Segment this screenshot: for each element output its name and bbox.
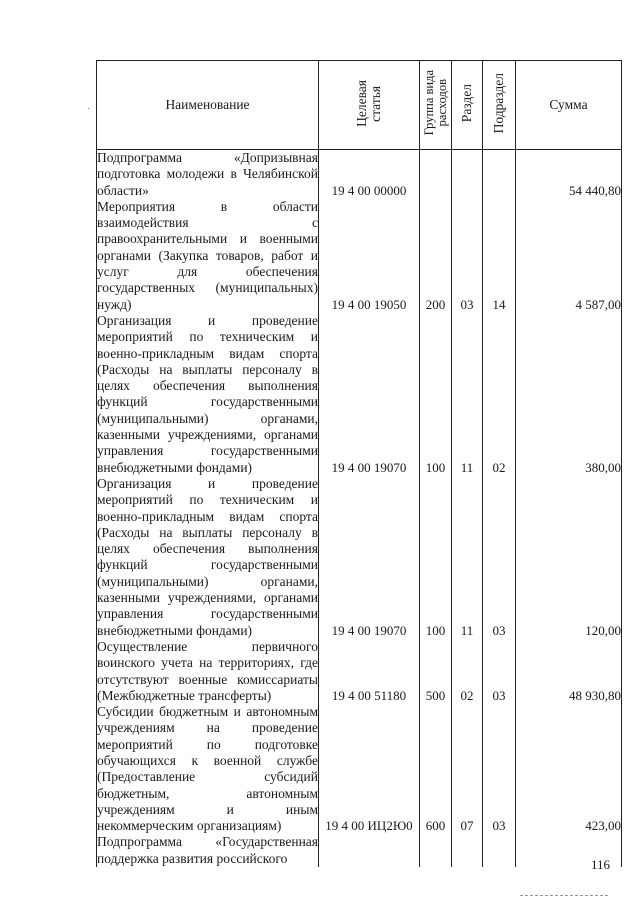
row-name: Организация и проведение мероприятий по техническим и военно-прикладным видам спорта (Расходы на выплаты персоналу в целях обеспечения выполнения функций государственными (муниципальными) органами, казенными учреждениями, органами управления государственными внебюджетными фондами): [97, 475, 318, 638]
row-amount: 54 440,80: [516, 150, 622, 199]
scan-mark: [88, 108, 89, 109]
header-target-article: Целевая статья: [319, 61, 420, 150]
row-target-article: 19 4 00 19070: [319, 476, 420, 639]
row-name: Осуществление первичного воинского учета на территориях, где отсутствуют военные комиссариаты (Межбюджетные трансферты): [97, 638, 318, 703]
row-expense-group: 500: [420, 639, 452, 704]
row-amount: 4 587,00: [516, 199, 622, 313]
row-name: Подпрограмма «Государственная поддержка развития российского: [97, 834, 318, 866]
table-row: [97, 834, 622, 867]
row-amount: 48 930,80: [516, 639, 622, 704]
row-target-article: 19 4 00 19070: [319, 313, 420, 476]
header-expense-group: Группа вида расходов: [420, 61, 452, 150]
row-target-article: 19 4 00 00000: [319, 150, 420, 199]
row-target-article: 19 4 00 ИЦ2Ю0: [319, 704, 420, 834]
header-subsection: Подраздел: [483, 61, 516, 150]
table-row: [97, 150, 622, 199]
row-section: [452, 150, 483, 199]
row-section: 03: [452, 199, 483, 313]
row-target-article: [319, 834, 420, 867]
row-name: Подпрограмма «Допризывная подготовка молодежи в Челябинской области»: [97, 150, 318, 198]
row-target-article: 19 4 00 19050: [319, 199, 420, 313]
row-section: 11: [452, 476, 483, 639]
row-section: 02: [452, 639, 483, 704]
budget-table: [96, 60, 622, 867]
row-expense-group: 100: [420, 476, 452, 639]
row-subsection: 03: [483, 476, 516, 639]
row-subsection: 02: [483, 313, 516, 476]
row-section: [452, 834, 483, 867]
row-section: 07: [452, 704, 483, 834]
table-row: [97, 639, 622, 704]
table-row: [97, 476, 622, 639]
row-expense-group: [420, 834, 452, 867]
table-row: [97, 313, 622, 476]
page-number: 116: [590, 857, 610, 872]
row-name: Мероприятия в области взаимодействия с правоохранительными и военными органами (Закупка товаров, работ и услуг для обеспечения государственных (муниципальных) нужд): [97, 198, 318, 312]
row-expense-group: 600: [420, 704, 452, 834]
header-amount: Сумма: [516, 61, 622, 150]
table-body: [97, 150, 622, 868]
row-amount: 380,00: [516, 313, 622, 476]
row-subsection: 14: [483, 199, 516, 313]
row-amount: 120,00: [516, 476, 622, 639]
table-row: [97, 704, 622, 834]
row-expense-group: 200: [420, 199, 452, 313]
row-amount: 423,00: [516, 704, 622, 834]
row-section: 11: [452, 313, 483, 476]
table-row: [97, 199, 622, 313]
row-expense-group: 100: [420, 313, 452, 476]
row-expense-group: [420, 150, 452, 199]
row-subsection: [483, 834, 516, 867]
header-section: Раздел: [452, 61, 483, 150]
row-subsection: 03: [483, 704, 516, 834]
footer-rule: [520, 895, 608, 896]
row-target-article: 19 4 00 51180: [319, 639, 420, 704]
row-name: Организация и проведение мероприятий по техническим и военно-прикладным видам спорта (Расходы на выплаты персоналу в целях обеспечения выполнения функций государственными (муниципальными) органами, казенными учреждениями, органами управления государственными внебюджетными фондами): [97, 312, 318, 475]
header-name: Наименование: [97, 61, 319, 150]
row-subsection: 03: [483, 639, 516, 704]
table-header: [97, 61, 622, 150]
row-name: Субсидии бюджетным и автономным учреждениям на проведение мероприятий по подготовке обучающихся к военной службе (Предоставление субсидий бюджетным, автономным учреждениям и иным некоммерческим организациям): [97, 704, 318, 834]
row-subsection: [483, 150, 516, 199]
